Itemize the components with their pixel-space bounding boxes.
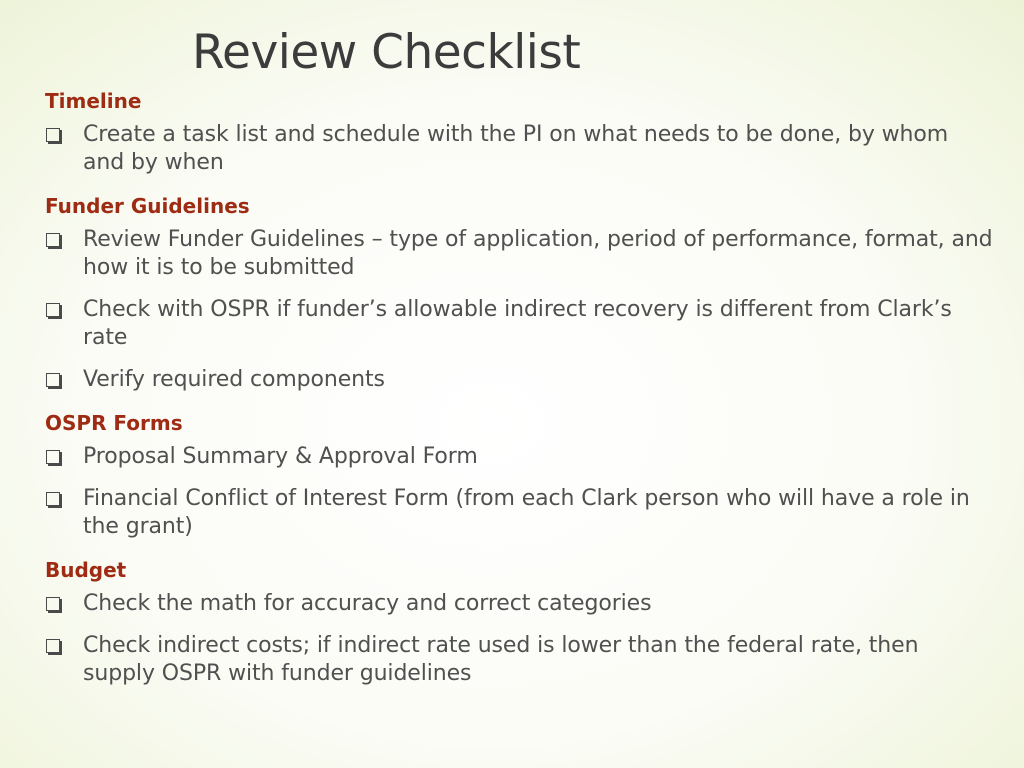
checklist-item-text: Create a task list and schedule with the PI on what needs to be done, by whom and by when bbox=[83, 122, 949, 175]
checklist-item bbox=[44, 296, 994, 352]
section-heading-budget: Budget bbox=[45, 558, 127, 582]
section-heading-timeline: Timeline bbox=[45, 89, 142, 113]
checklist-content bbox=[44, 86, 994, 702]
checkbox-outline-icon bbox=[46, 597, 60, 611]
checklist-item bbox=[44, 443, 994, 471]
checklist-item bbox=[44, 485, 994, 541]
checkbox-outline-icon bbox=[46, 639, 60, 653]
checklist-item bbox=[44, 226, 994, 282]
checklist-item-text: Proposal Summary & Approval Form bbox=[83, 444, 478, 469]
checklist-item-text: Check the math for accuracy and correct categories bbox=[83, 591, 652, 616]
checkbox-outline-icon bbox=[46, 450, 60, 464]
checklist-item-text: Check indirect costs; if indirect rate used is lower than the federal rate, then supply OSPR with funder guidelines bbox=[83, 633, 919, 686]
checklist-item-text: Verify required components bbox=[83, 367, 385, 392]
checkbox-outline-icon bbox=[46, 373, 60, 387]
checkbox-outline-icon bbox=[46, 303, 60, 317]
section-heading-funder-guidelines: Funder Guidelines bbox=[45, 194, 250, 218]
checklist-item-text: Review Funder Guidelines – type of application, period of performance, format, and how it is to be submitted bbox=[83, 227, 993, 280]
checklist-item-text: Financial Conflict of Interest Form (from each Clark person who will have a role in the grant) bbox=[83, 486, 970, 539]
checklist-item-text: Check with OSPR if funder’s allowable indirect recovery is different from Clark’s rate bbox=[83, 297, 952, 350]
checklist-item bbox=[44, 632, 994, 688]
checkbox-outline-icon bbox=[46, 128, 60, 142]
checkbox-outline-icon bbox=[46, 233, 60, 247]
checkbox-outline-icon bbox=[46, 492, 60, 506]
section-heading-ospr-forms: OSPR Forms bbox=[45, 411, 183, 435]
checklist-item bbox=[44, 366, 994, 394]
checklist-item bbox=[44, 590, 994, 618]
checklist-item bbox=[44, 121, 994, 177]
slide-title: Review Checklist bbox=[192, 25, 581, 80]
